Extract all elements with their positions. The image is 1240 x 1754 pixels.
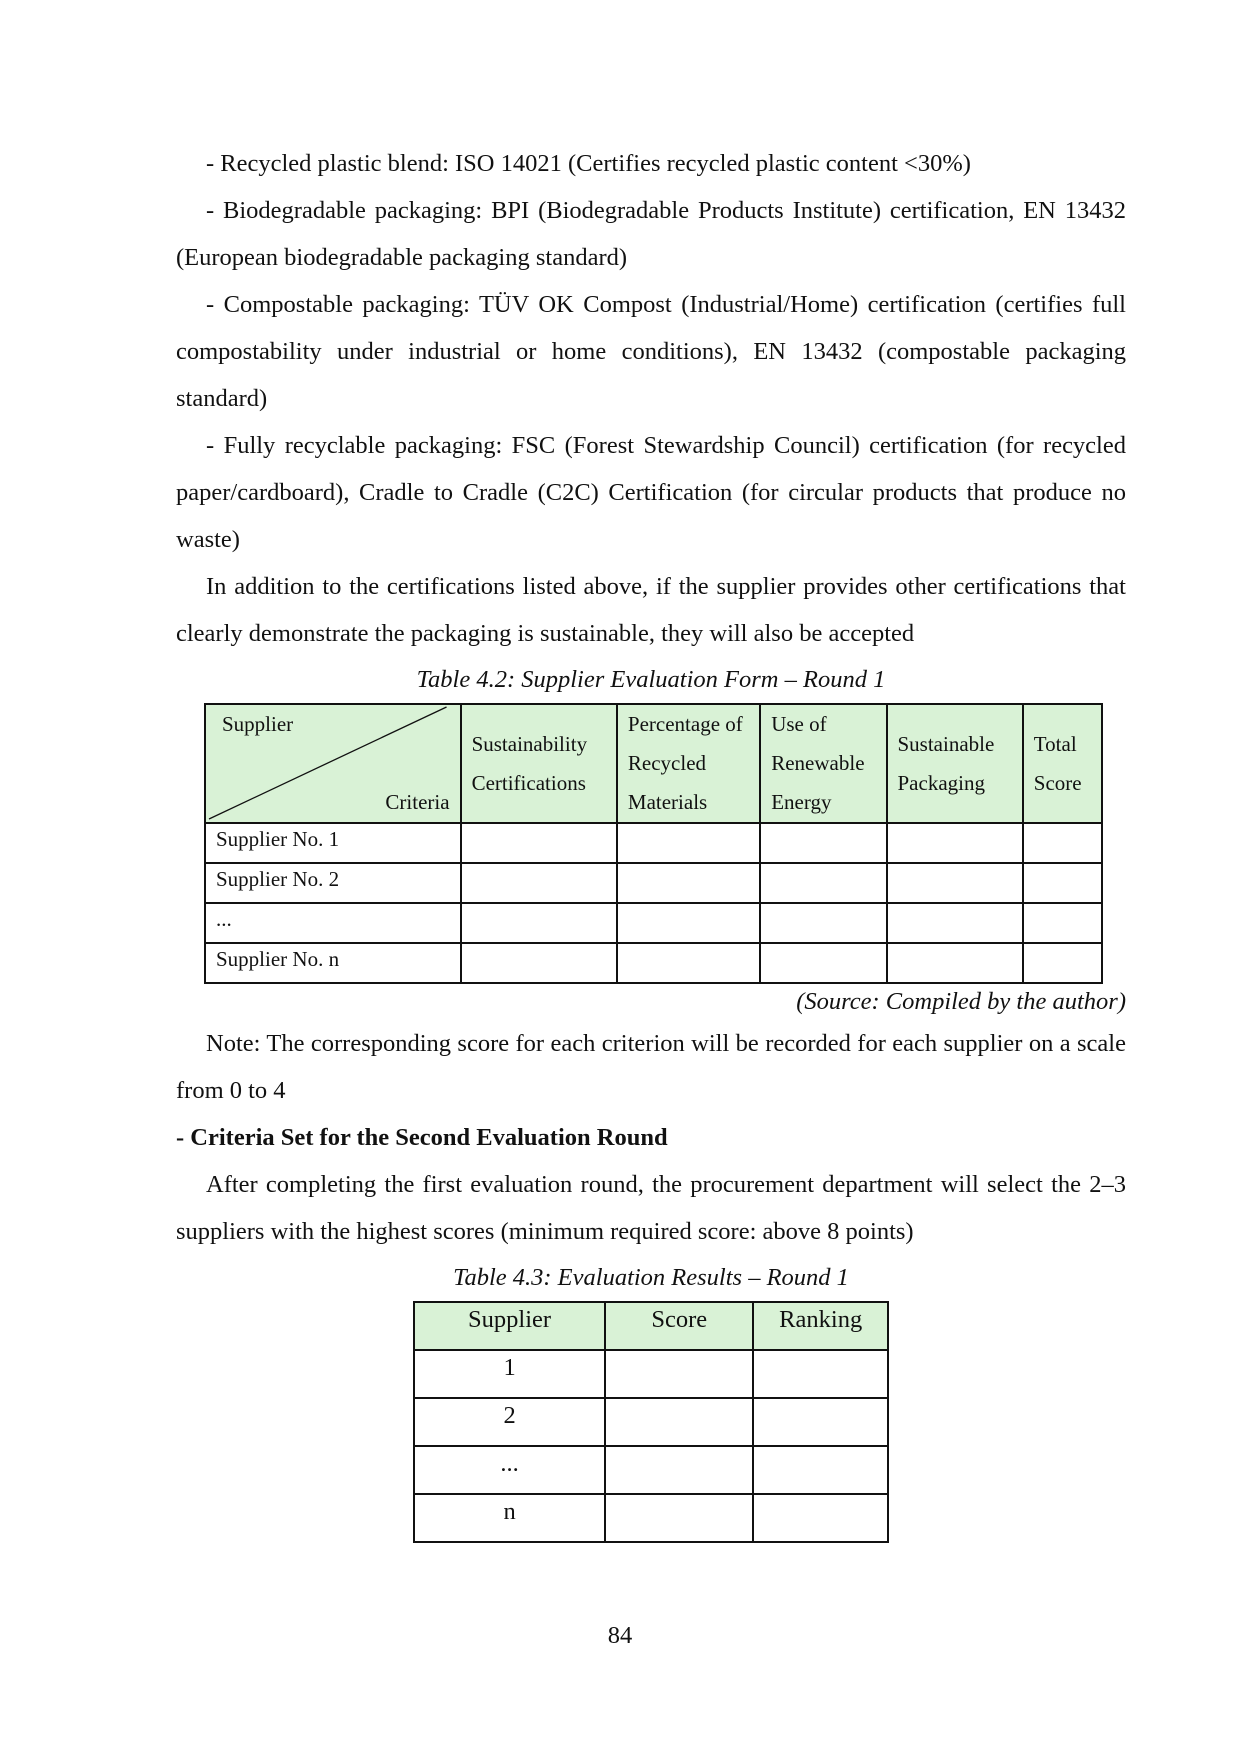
supplier-name-cell: Supplier No. 1 xyxy=(205,823,461,863)
header-supplier: Supplier xyxy=(414,1302,605,1350)
page-number: 84 xyxy=(607,1622,633,1649)
table-4-3-caption: Table 4.3: Evaluation Results – Round 1 xyxy=(453,1264,849,1291)
header-percentage-recycled: Percentage of Recycled Materials xyxy=(617,704,760,823)
table-row xyxy=(205,863,1102,903)
supplier-number-cell: n xyxy=(414,1494,605,1542)
diagonal-header-cell xyxy=(205,704,461,823)
section-heading: - Criteria Set for the Second Evaluation Round xyxy=(176,1124,668,1151)
table-source-note: (Source: Compiled by the author) xyxy=(796,988,1126,1015)
header-ranking: Ranking xyxy=(753,1302,888,1350)
paragraph-compostable: - Compostable packaging: TÜV OK Compost (Industrial/Home) certification (certifies full compostability under industrial or home conditions), EN 13432 (compostable packaging standard) xyxy=(176,291,1126,412)
header-renewable-energy: Use of Renewable Energy xyxy=(760,704,886,823)
header-score: Score xyxy=(605,1302,753,1350)
paragraph-biodegradable: - Biodegradable packaging: BPI (Biodegradable Products Institute) certification, EN 13432 (European biodegradable packaging standard) xyxy=(176,197,1126,271)
header-sustainability-certifications: Sustainability Certifications xyxy=(461,704,617,823)
paragraph-second-round: After completing the first evaluation round, the procurement department will select the 2–3 suppliers with the highest scores (minimum required score: above 8 points) xyxy=(176,1171,1126,1245)
table-row xyxy=(414,1494,888,1542)
header-sustainable-packaging: Sustainable Packaging xyxy=(887,704,1023,823)
table-row xyxy=(414,1446,888,1494)
header-total-score: Total Score xyxy=(1023,704,1102,823)
supplier-number-cell: 2 xyxy=(414,1398,605,1446)
table-row xyxy=(205,943,1102,983)
supplier-name-cell: Supplier No. n xyxy=(205,943,461,983)
paragraph-note: Note: The corresponding score for each criterion will be recorded for each supplier on a scale from 0 to 4 xyxy=(176,1030,1126,1104)
supplier-evaluation-table xyxy=(204,703,1103,984)
table-header-row xyxy=(205,704,1102,823)
paragraph-recycled-plastic: - Recycled plastic blend: ISO 14021 (Certifies recycled plastic content <30%) xyxy=(206,150,971,177)
table-header-row xyxy=(414,1302,888,1350)
paragraph-recyclable: - Fully recyclable packaging: FSC (Forest Stewardship Council) certification (for recycled paper/cardboard), Cradle to Cradle (C2C) Certification (for circular products that produce no waste) xyxy=(176,432,1126,553)
document-body xyxy=(176,140,1126,1543)
table-row xyxy=(414,1398,888,1446)
table-row xyxy=(205,823,1102,863)
corner-supplier-label: Supplier xyxy=(222,712,294,736)
supplier-number-cell: 1 xyxy=(414,1350,605,1398)
corner-criteria-label: Criteria xyxy=(385,790,450,814)
table-row xyxy=(205,903,1102,943)
table-row xyxy=(414,1350,888,1398)
supplier-name-cell: ... xyxy=(205,903,461,943)
supplier-name-cell: Supplier No. 2 xyxy=(205,863,461,903)
table-4-2-caption: Table 4.2: Supplier Evaluation Form – Round 1 xyxy=(416,666,886,693)
supplier-number-cell: ... xyxy=(414,1446,605,1494)
evaluation-results-table xyxy=(413,1301,889,1543)
paragraph-additional-certifications: In addition to the certifications listed above, if the supplier provides other certifications that clearly demonstrate the packaging is sustainable, they will also be accepted xyxy=(176,573,1126,647)
